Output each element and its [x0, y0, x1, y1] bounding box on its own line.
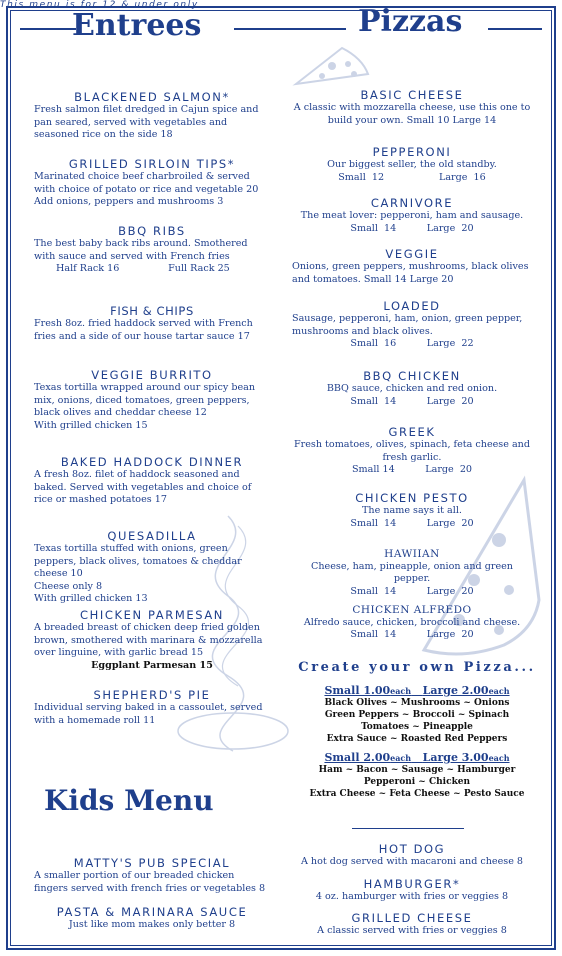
kids-menu-title: Kids Menu	[44, 784, 214, 817]
kids-item-desc: A classic served with fries or veggies 8	[317, 925, 507, 936]
kids-item-name: HAMBURGER*	[363, 877, 461, 891]
entree-desc: A fresh 8oz. filet of haddock seasoned and baked. Served with vegetables and choice of rice or mashed potatoes 17	[34, 469, 252, 505]
entree-name: BLACKENED SALMON*	[74, 90, 230, 104]
pizza-sizes: Small 14 Large 20	[350, 585, 474, 597]
kids-item-desc: A smaller portion of our breaded chicken fingers served with french fries or vegetables 8	[34, 870, 266, 894]
pizza-desc: Cheese, ham, pineapple, onion and green pepper.	[311, 560, 513, 584]
entree-desc: Texas tortilla stuffed with onions, green peppers, black olives, tomatoes & cheddar cheese 10	[34, 543, 242, 579]
entree-extra: Add onions, peppers and mushrooms 3	[34, 196, 224, 207]
pizza-name: CHICKEN ALFREDO	[352, 604, 472, 616]
tier2-large-unit: each	[488, 753, 510, 763]
entree-name: GRILLED SIRLOIN TIPS*	[68, 157, 236, 171]
entree-item	[34, 224, 270, 276]
entree-desc: Fresh salmon filet dredged in Cajun spice and pan seared, served with vegetables and seasoned rice on the side 18	[34, 104, 259, 140]
topping-price-tier-1	[292, 684, 542, 697]
pizza-sizes: Small 12 Large 16	[338, 171, 486, 183]
entree-item	[34, 529, 270, 606]
entree-item	[34, 368, 270, 432]
entree-name: BBQ RIBS	[118, 224, 186, 238]
pizza-desc: Onions, green peppers, mushrooms, black olives and tomatoes. Small 14 Large 20	[292, 261, 529, 285]
entree-extra: With grilled chicken 13	[34, 593, 148, 604]
tier1-small-unit: each	[390, 686, 412, 696]
pizza-desc: Alfredo sauce, chicken, broccoli and cheese.	[303, 616, 521, 628]
pizza-sizes: Small 14 Large 20	[350, 517, 474, 529]
pizza-desc: A classic with mozzarella cheese, use this one to build your own. Small 10 Large 14	[293, 102, 531, 126]
kids-item-desc: A hot dog served with macaroni and cheese 8	[300, 856, 524, 867]
pizza-desc: The name says it all.	[362, 505, 462, 516]
entree-desc: Individual serving baked in a cassoulet, served with a homemade roll 11	[34, 702, 263, 726]
pizza-sizes: Small 14 Large 20	[350, 222, 474, 234]
entree-extra: With grilled chicken 15	[34, 419, 148, 431]
topping-line: Black Olives ~ Mushrooms ~ Onions	[324, 698, 510, 708]
pizza-name: LOADED	[383, 299, 441, 313]
pizza-item	[292, 247, 532, 286]
entree-item	[34, 90, 270, 142]
entrees-title: Entrees	[72, 8, 202, 43]
title-rule-left	[20, 28, 76, 30]
entree-desc: A breaded breast of chicken deep fried golden brown, smothered with marinara & mozzarella over linguine, with garlic bread 15	[34, 622, 263, 658]
tier1-large-price: Large 2.00	[422, 684, 489, 697]
pizza-slice-icon	[292, 44, 372, 94]
topping-line: Tomatoes ~ Pineapple	[361, 722, 473, 732]
kids-right-rule	[352, 828, 464, 829]
pizza-name: CHICKEN PESTO	[355, 491, 469, 505]
entree-desc: The best baby back ribs around. Smothered with sauce and served with French fries	[34, 238, 248, 262]
pizza-name: CARNIVORE	[370, 196, 454, 210]
title-rule-middle	[234, 28, 346, 30]
kids-item-name: MATTY'S PUB SPECIAL	[73, 856, 231, 870]
topping-line: Extra Cheese ~ Feta Cheese ~ Pesto Sauce	[309, 789, 525, 799]
kids-item	[292, 911, 532, 938]
pizza-item	[292, 604, 532, 642]
entree-item	[34, 157, 270, 209]
kids-item-name: HOT DOG	[378, 842, 446, 856]
pizza-sizes: Small 14 Large 20	[350, 395, 474, 407]
entree-desc: Fresh 8oz. fried haddock served with French fries and a side of our house tartar sauce 17	[34, 318, 253, 342]
tier1-large-unit: each	[488, 686, 510, 696]
topping-price-tier-2	[292, 751, 542, 764]
kids-item	[34, 905, 270, 932]
pizza-desc: The meat lover: pepperoni, ham and sausage.	[300, 210, 524, 221]
entree-item	[34, 688, 270, 727]
kids-item-desc: Just like mom makes only better 8	[68, 919, 236, 930]
pizza-name: BBQ CHICKEN	[363, 369, 461, 383]
pizza-desc: BBQ sauce, chicken and red onion.	[326, 383, 498, 394]
entree-desc: Marinated choice beef charbroiled & served with choice of potato or rice and vegetable 20	[34, 171, 259, 195]
pizza-desc: Sausage, pepperoni, ham, onion, green pepper, mushrooms and black olives.	[292, 313, 523, 337]
entree-name: CHICKEN PARMESAN	[80, 608, 224, 622]
pizza-name: PEPPERONI	[372, 145, 452, 159]
kids-menu-subtitle: This menu is for 12 & under only	[0, 0, 199, 10]
pizza-desc: Fresh tomatoes, olives, spinach, feta cheese and fresh garlic.	[293, 439, 531, 463]
create-your-own-section	[292, 660, 542, 800]
tier1-small-price: Small 1.00	[324, 684, 391, 697]
topping-line: Ham ~ Bacon ~ Sausage ~ Hamburger	[318, 765, 516, 775]
tier2-small-price: Small 2.00	[324, 751, 391, 764]
pizza-item	[292, 196, 532, 235]
entree-extra: Cheese only 8	[34, 580, 103, 592]
pizza-sizes: Small 16 Large 22	[350, 338, 474, 349]
create-your-own-heading: Create your own Pizza...	[298, 660, 536, 675]
entree-desc: Texas tortilla wrapped around our spicy bean mix, onions, diced tomatoes, green peppers, black olives and cheddar cheese 12	[34, 382, 256, 418]
entree-extra: Eggplant Parmesan 15	[91, 659, 213, 671]
entree-name: VEGGIE BURRITO	[91, 368, 213, 382]
kids-item	[292, 842, 532, 869]
pizza-sizes: Small 14 Large 20	[350, 629, 474, 640]
pizzas-title: Pizzas	[358, 4, 463, 39]
entree-item	[34, 455, 270, 507]
pizza-item	[292, 145, 532, 184]
entree-name: BAKED HADDOCK DINNER	[60, 455, 244, 469]
title-rule-right	[488, 28, 542, 30]
entree-name: SHEPHERD'S PIE	[93, 688, 211, 702]
pizza-item	[292, 299, 532, 351]
pizza-item	[292, 88, 532, 127]
pizza-name: BASIC CHEESE	[360, 88, 464, 102]
pizza-item	[292, 369, 532, 408]
topping-line: Extra Sauce ~ Roasted Red Peppers	[326, 734, 508, 744]
entree-item	[34, 304, 270, 343]
pizza-name: HAWIIAN	[384, 548, 440, 560]
kids-item	[292, 877, 532, 904]
pizza-item	[292, 491, 532, 530]
kids-item-name: GRILLED CHEESE	[351, 911, 473, 925]
entree-extra: Half Rack 16 Full Rack 25	[56, 263, 230, 274]
tier2-large-price: Large 3.00	[422, 751, 489, 764]
tier2-small-unit: each	[390, 753, 412, 763]
entree-name: FISH & CHIPS	[110, 304, 194, 318]
pizza-item	[292, 548, 532, 598]
kids-item-desc: 4 oz. hamburger with fries or veggies 8	[315, 891, 509, 902]
kids-item-name: PASTA & MARINARA SAUCE	[56, 905, 248, 919]
pizza-name: GREEK	[388, 425, 436, 439]
kids-item	[34, 856, 270, 895]
pizza-sizes: Small 14 Large 20	[351, 464, 473, 475]
pizza-name: VEGGIE	[385, 247, 439, 261]
entree-name: QUESADILLA	[107, 529, 197, 543]
topping-line: Green Peppers ~ Broccoli ~ Spinach	[324, 710, 510, 720]
pizza-item	[292, 425, 532, 477]
pizza-desc: Our biggest seller, the old standby.	[327, 159, 497, 170]
entree-item	[34, 608, 270, 672]
topping-line: Pepperoni ~ Chicken	[363, 777, 471, 787]
